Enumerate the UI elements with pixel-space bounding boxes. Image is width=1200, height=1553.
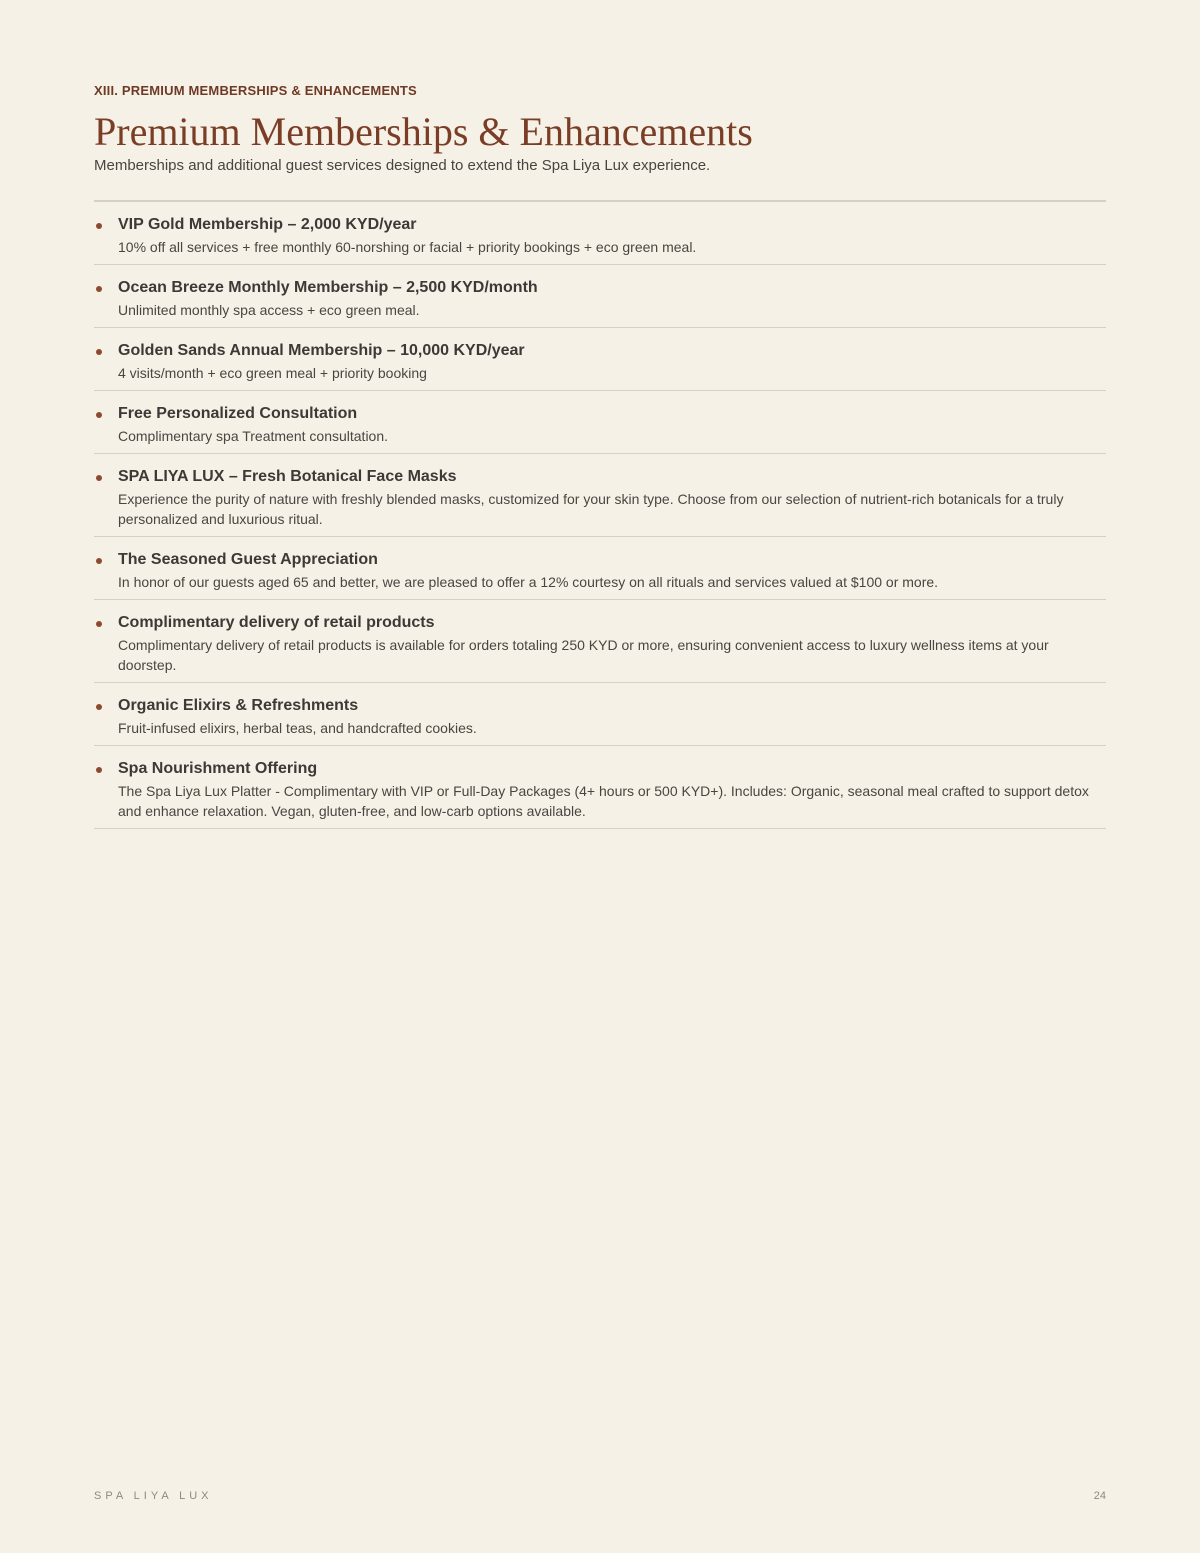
item-title: Complimentary delivery of retail products [118, 614, 435, 631]
bullet-icon [96, 286, 102, 292]
page-subtitle: Memberships and additional guest services designed to extend the Spa Liya Lux experience. [94, 157, 711, 174]
item-description: The Spa Liya Lux Platter - Complimentary with VIP or Full-Day Packages (4+ hours or 500 KYD+). Includes: Organic, seasonal meal crafted to support detox and enhance relaxation. Vegan, gluten-free, and low-carb options available. [118, 783, 1089, 819]
list-item [94, 202, 1106, 265]
enhancements-list [94, 200, 1106, 829]
item-title: Organic Elixirs & Refreshments [118, 697, 359, 714]
list-item [94, 600, 1106, 683]
item-title: Spa Nourishment Offering [118, 760, 318, 777]
list-item [94, 746, 1106, 829]
page-title: Premium Memberships & Enhancements [94, 109, 753, 154]
item-description: Unlimited monthly spa access + eco green meal. [118, 302, 420, 318]
item-description: In honor of our guests aged 65 and better, we are pleased to offer a 12% courtesy on all rituals and services valued at $100 or more. [118, 574, 939, 590]
item-description: Complimentary delivery of retail products is available for orders totaling 250 KYD or more, ensuring convenient access to luxury wellness items at your doorstep. [118, 637, 1049, 673]
item-description: Fruit-infused elixirs, herbal teas, and handcrafted cookies. [118, 720, 477, 736]
bullet-icon [96, 349, 102, 355]
item-title: Ocean Breeze Monthly Membership – 2,500 KYD/month [118, 279, 538, 296]
list-item [94, 537, 1106, 600]
item-description: Experience the purity of nature with freshly blended masks, customized for your skin type. Choose from our selection of nutrient-rich botanicals for a truly personalized and luxurious ritual. [118, 491, 1064, 527]
list-item [94, 683, 1106, 746]
list-item [94, 454, 1106, 537]
item-title: SPA LIYA LUX – Fresh Botanical Face Masks [118, 468, 457, 485]
item-title: The Seasoned Guest Appreciation [118, 551, 378, 568]
bullet-icon [96, 704, 102, 710]
footer-brand: SPA LIYA LUX [94, 1490, 213, 1502]
bullet-icon [96, 412, 102, 418]
bullet-icon [96, 558, 102, 564]
item-description: 4 visits/month + eco green meal + priority booking [118, 365, 427, 381]
list-item [94, 328, 1106, 391]
item-description: 10% off all services + free monthly 60-norshing or facial + priority bookings + eco green meal. [118, 239, 697, 255]
item-title: Golden Sands Annual Membership – 10,000 KYD/year [118, 342, 525, 359]
item-description: Complimentary spa Treatment consultation. [118, 428, 389, 444]
bullet-icon [96, 621, 102, 627]
page-number: 24 [1093, 1490, 1106, 1502]
item-title: Free Personalized Consultation [118, 405, 358, 422]
list-item [94, 391, 1106, 454]
bullet-icon [96, 767, 102, 773]
section-eyebrow: XIII. PREMIUM MEMBERSHIPS & ENHANCEMENTS [94, 83, 417, 98]
item-title: VIP Gold Membership – 2,000 KYD/year [118, 216, 417, 233]
bullet-icon [96, 223, 102, 229]
list-item [94, 265, 1106, 328]
bullet-icon [96, 475, 102, 481]
